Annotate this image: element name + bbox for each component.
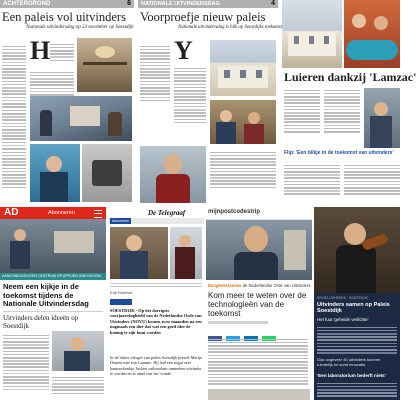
photo-lamzac-couple — [344, 0, 400, 68]
photo-palace-exterior — [282, 0, 342, 68]
intro: Het fuut 'geheide verlichte' — [317, 317, 369, 322]
telegraaf-logo: De Telegraaf — [148, 209, 186, 217]
share-button[interactable] — [110, 299, 132, 305]
article-column — [317, 325, 397, 355]
page-number: 6 — [127, 0, 131, 7]
divider — [3, 311, 103, 312]
subhead: Nationale uitvindersdag is blik op Soestdijks toekomst — [178, 25, 282, 30]
subhead: Uitvinders delen ideeën op Soestdijk — [3, 314, 79, 330]
body-paragraph: In de linker vleugel van paleis Soestdijk presidi Marije Domen niet zijn Lamzac. Hij had een nogal zeer kantoorbankje, luchtet ruilstoelum onmerken uitvinder te worden en ai ahad vast het 'vonde'. — [110, 355, 202, 377]
article-column — [2, 44, 26, 109]
article-column — [3, 333, 49, 392]
article-meta: MOGELIJKHEDEN · SOESTDIJK — [317, 296, 368, 300]
ad-logo: AD — [4, 207, 19, 218]
headline: Uitvinders samen op Paleis Soestdijk — [317, 302, 390, 315]
photo-palace-facade — [210, 40, 276, 96]
article-column — [140, 44, 170, 103]
kicker-tag: Bangkokstamme — [208, 283, 242, 288]
menu-icon[interactable] — [94, 210, 102, 218]
article-column — [284, 163, 340, 196]
photo-man-lab — [206, 220, 312, 280]
photo-palace-room — [77, 38, 132, 92]
clip-uitvinders-samen — [314, 207, 400, 400]
clip-postcode-strip — [206, 207, 312, 400]
photo-workshop — [364, 88, 400, 148]
drop-cap: Y — [174, 36, 193, 65]
article-column — [2, 105, 26, 151]
photo-man-portrait — [140, 146, 206, 203]
subscribe-link[interactable]: Abonneren — [48, 210, 75, 216]
nav-item-subscribe[interactable]: Abonneren — [112, 219, 130, 223]
subhead: 'Een laboratorium bederft niets' — [317, 373, 386, 378]
article-column — [324, 88, 360, 134]
page-number: 4 — [271, 0, 275, 7]
article-column — [317, 381, 397, 399]
photo-caption — [110, 281, 202, 289]
photo-telegraaf-side — [170, 227, 202, 279]
headline: Neem een kijkje in de toekomst tijdens de Nationale Uitvindersdag — [3, 282, 89, 308]
subhead: Nationale uitvindersdag op 23 november op Soestdijk — [26, 25, 134, 30]
caption: Flip: 'Een blikje in de toekomst van uitvinders' — [284, 150, 394, 156]
article-column — [284, 88, 320, 134]
clip-ad-site — [0, 207, 106, 400]
photo-exhibition — [30, 96, 132, 141]
section-label: ACHTERGROND — [3, 1, 51, 7]
lead-paragraph: SOESTDIJK - Op het dorrigste voorjaarsdagbeeld van de Nederlandse Orde van Uitvinders (NOVU) komen twee maanden na een nogmaals een dier dat wat een goed idee de koning te rijk kunt worden — [110, 308, 202, 335]
kicker-text: de Nederlandse Orde van Uitvinders — [242, 283, 311, 288]
site-name: mijnpostcodestrip — [208, 209, 261, 215]
clip-een-paleis — [0, 0, 134, 205]
article-column — [210, 150, 276, 190]
drop-cap: H — [30, 36, 51, 65]
photo-inventor-portrait — [52, 331, 104, 371]
headline: Voorproefje nieuw paleis — [140, 10, 266, 24]
photo-telegraaf-lead — [110, 227, 168, 279]
article-column — [208, 337, 308, 386]
photo-caption: AANKONDIGEN EEN CENTRUM OP APPLIED INNOVATION — [2, 274, 101, 278]
clip-lamzac — [282, 0, 416, 205]
photo-inventors — [30, 144, 80, 202]
photo-ad-innovators — [0, 219, 106, 273]
section-label: NATIONALE UITVINDERSDAG — [141, 1, 220, 7]
article-column — [52, 375, 104, 396]
article-column — [2, 150, 26, 190]
article-column — [50, 42, 74, 63]
body: Ook ongeveer 40 uitvinders kunnen ruimtelijk en komt innovatie. — [317, 357, 381, 367]
social-share-bar[interactable] — [208, 328, 308, 333]
headline: Een paleis vol uitvinders — [2, 10, 126, 24]
headline: Luieren dankzij 'Lamzac' — [284, 70, 416, 84]
article-column — [344, 163, 400, 196]
photo-bottom — [208, 389, 310, 400]
byline: Erik Ruimvel — [110, 290, 133, 295]
clip-voorproefje — [138, 0, 282, 205]
kicker — [208, 283, 312, 288]
headline: Kom meer te weten over de technologieën van de toekomst — [208, 291, 307, 318]
article-column — [174, 66, 206, 125]
author-row — [208, 321, 268, 324]
clip-telegraaf — [108, 207, 204, 400]
photo-device — [82, 144, 132, 202]
photo-violinist — [314, 207, 400, 293]
photo-visitors — [210, 100, 276, 144]
